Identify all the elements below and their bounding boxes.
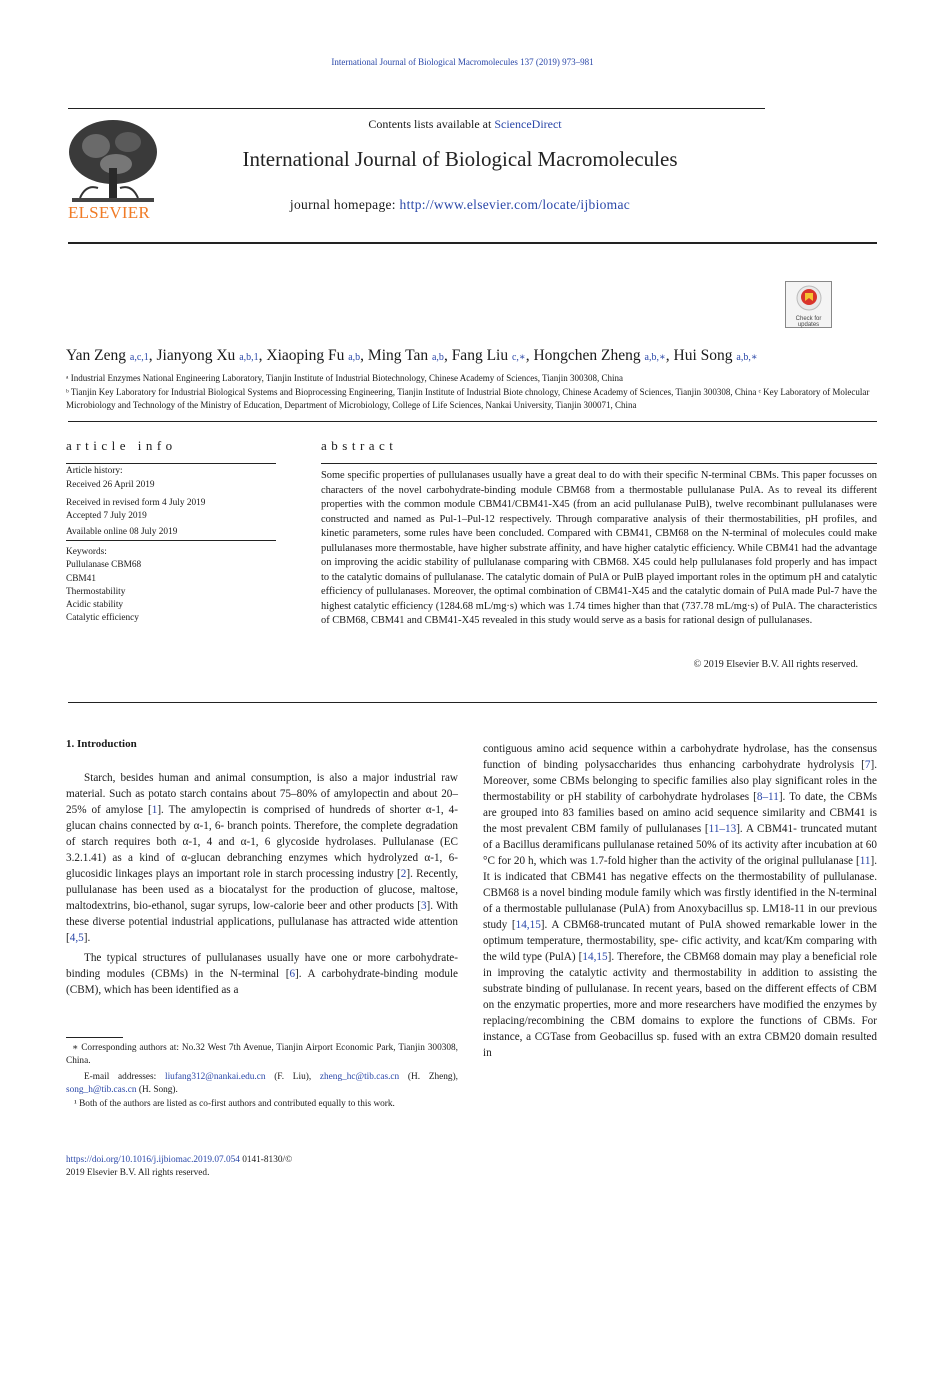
citation-link[interactable]: 11 [859, 855, 871, 867]
crossmark-label: Check for updates [795, 316, 822, 328]
footnotes [66, 1042, 458, 1111]
doi-link[interactable]: https://doi.org/10.1016/j.ijbiomac.2019.07.054 [66, 1155, 240, 1165]
citation-link[interactable]: 2 [400, 868, 407, 880]
footnote-corresponding: ∗ Corresponding authors at: No.32 West 7th Avenue, Tianjin Airport Economic Park, Tianjin 300308, China. [66, 1043, 458, 1066]
author-name: Hongchen Zheng [533, 347, 641, 364]
paragraph-text: ]. A CBM68-truncated mutant of PulA showed remarkable lower in the optimum temperature, thermostability, spe- cific activity, and kcat/Km comparing with the wild type (PulA) [ [483, 919, 877, 963]
citation-link[interactable]: 1 [151, 804, 158, 816]
paragraph-text: ]. The amylopectin is comprised of hundreds of shorter α-1, 4-glucan chains connected by α-1, 6- branch points. Therefore, the complete degradation of starch requires both α-1, 4 and α-1, 6 glycoside hydrolases. Pullulanase (EC 3.2.1.41) as a kind of α-glucan debranching enzymes which hydrolyzed α-1, 6- glucosidic linkages plays an important role in starch processing industry [ [66, 804, 458, 880]
author-name: Xiaoping Fu [266, 347, 345, 364]
article-history [66, 465, 276, 539]
paragraph-text: contiguous amino acid sequence within a carbohydrate hydrolase, has the consensus function of binding polysaccharides thus enhancing carbohydrate hydrolysis [ [483, 743, 877, 771]
email-owner: (H. Zheng), [399, 1072, 458, 1082]
paragraph-text: ]. To date, the CBMs are grouped into 83 families based on amino acid sequence similarity and CBM41 is the most prevalent CBM family of pullulanases [ [483, 791, 877, 835]
running-head[interactable]: International Journal of Biological Macromolecules 137 (2019) 973–981 [331, 57, 594, 67]
abstract-heading: abstract [321, 438, 398, 453]
citation-link[interactable]: 8–11 [756, 791, 779, 803]
contents-prefix: Contents lists available at [368, 117, 495, 131]
elsevier-wordmark: ELSEVIER [68, 203, 150, 222]
divider [66, 463, 276, 464]
paragraph-text: ]. Recently, pullulanase has been used as a biocatalyst for the production of glucose, maltose, maltodextrins, bio-ethanol, sugar syrups, low-calorie beer and other products [ [66, 868, 458, 912]
abstract-copyright: © 2019 Elsevier B.V. All rights reserved. [693, 659, 858, 670]
citation-link[interactable]: 3 [420, 900, 427, 912]
history-online: Available online 08 July 2019 [66, 527, 178, 538]
divider [68, 108, 765, 109]
author-name: Hui Song [673, 347, 733, 364]
contents-line [225, 117, 705, 132]
paragraph-text: ]. [83, 932, 91, 944]
author-name: Ming Tan [367, 347, 429, 364]
footnote-cofirst: ¹ Both of the authors are listed as co-first authors and contributed equally to this work. [74, 1099, 395, 1109]
author-affiliation-marks[interactable]: a,b,1 [239, 352, 259, 363]
citation-link[interactable]: 14,15 [582, 951, 608, 963]
paragraph [66, 950, 458, 998]
citation-link[interactable]: 11–13 [708, 823, 737, 835]
header-divider [68, 242, 877, 244]
history-label: Article history: [66, 466, 123, 476]
paragraph-text: ]. Therefore, the CBM68 domain may play a beneficial role in improving the catalytic activity and thermostability in addition to assisting the substrate binding of pullulanase. In recent years, based on the different effects of CBM on the enzymatic properties, more and more researchers have modified the enzymes by replacing/recombining the CBM domains to explore the functions of CBMs. For instance, a CGTase from Geobacillus sp. fused with an extra CBM20 domain resulted in [483, 951, 878, 1059]
keywords [66, 546, 276, 626]
citation-link[interactable]: 7 [864, 759, 871, 771]
author-affiliation-marks[interactable]: a,c,1 [129, 352, 149, 363]
citation-link[interactable]: 6 [289, 968, 296, 980]
citation-link[interactable]: 4,5 [69, 932, 84, 944]
issn-copyright: 0141-8130/© 2019 Elsevier B.V. All rights reserved. [66, 1155, 293, 1178]
doi-line [66, 1154, 296, 1179]
paragraph [483, 741, 877, 1061]
paragraph-text: ]. A CBM41- truncated mutant of a Bacillus deramificans pullulanase retained 50% of its activity after incubation at 60 °C for 20 h, which was 1.7-fold higher than the activity of the original pullulanase [ [483, 823, 877, 867]
footnote-divider [66, 1037, 123, 1038]
history-received: Received 26 April 2019 [66, 480, 155, 491]
keyword: Pullulanase CBM68 [66, 560, 142, 571]
divider [68, 702, 877, 703]
crossmark-icon [796, 285, 822, 311]
history-accepted: Accepted 7 July 2019 [66, 510, 147, 521]
author-affiliation-marks[interactable]: c,∗ [511, 352, 526, 363]
email-label: E-mail addresses: [84, 1072, 165, 1082]
footnote-emails [66, 1071, 458, 1096]
author-affiliation-marks[interactable]: a,b [431, 352, 444, 363]
affiliation-a: ᵃ Industrial Enzymes National Engineering Laboratory, Tianjin Institute of Industrial Biotechnology, Chinese Academy of Sciences, Tianjin 300308, China [66, 373, 623, 383]
keyword: CBM41 [66, 573, 96, 584]
email-owner: (H. Song). [136, 1084, 178, 1095]
affiliation-b-c: ᵇ Tianjin Key Laboratory for Industrial Biological Systems and Bioprocessing Engineering, Tianjin Institute of Industrial Biote chnology, Chinese Academy of Sciences, Tianjin 300308, China ᶜ Key Laboratory of Molecular Microbiology and Technology of the Ministry of Education, Department of Microbiology, College of Life Sciences, Nankai University, Tianjin 300071, China [66, 387, 870, 410]
section-heading-introduction: 1. Introduction [66, 738, 137, 750]
sciencedirect-link[interactable]: ScienceDirect [494, 117, 562, 131]
abstract-text: Some specific properties of pullulanases usually have a great deal to do with their specific N-terminal CBMs. This paper focusses on characters of the novel carbohydrate-binding module CBM68 from a thermostable pullulanase PulA. As to reveal its different properties with the common module CBM41/CBM41-X45 (from an acid pullulanase PulB), twelve recombinant pullulanases were constructed and named as Pul-1–Pul-12 respectively. Through comparative analysis of their thermostabilities, pH profiles, and kinetic parameters, some rules have been concluded. Compared with CBM41, CBM68 on the N-terminal of molecules could make pullulanases more thermostable, have higher substrate affinity, and have higher catalytic efficiency. While CBM41 had the advantage on improving the acidic stability of pullulanase comparing with CBM68. X45 could help pullulanases fold properly and has impact to the catalytic domains of pullulanase. The catalytic domain of PulA or PulB played important roles in the optimum pH and catalytic efficiency of pullulanases. Moreover, the optimal combination of CBM41-X45 and the catalytic domain of PulA made Pul-7 have the highest catalytic efficiency (1284.68 mL/mg·s) which was 1.74 times higher than that (737.78 mL/mg·s) of PulA. The characteristics of CBM68, CBM41 and CBM41-X45 revealed in this study would serve as a basis for rational design of pullulanases. [321, 470, 877, 626]
author-affiliation-marks[interactable]: a,b,∗ [644, 352, 666, 363]
author-name: Jianyong Xu [156, 347, 236, 364]
email-link-liu[interactable]: liufang312@nankai.edu.cn [165, 1072, 266, 1082]
paragraph-text: ]. Moreover, some CBMs belonging to specific families also play significant roles in the thermostability or pH stability of carbohydrate hydrolases [ [483, 759, 877, 803]
homepage-label: journal homepage: [289, 197, 400, 212]
paragraph [66, 770, 458, 946]
journal-homepage [180, 197, 740, 213]
divider [321, 463, 877, 464]
journal-title: International Journal of Biological Macromolecules [242, 147, 678, 171]
crossmark-button[interactable] [785, 281, 832, 328]
article-info-heading: article info [66, 438, 177, 453]
email-owner: (F. Liu), [265, 1072, 320, 1082]
email-link-zheng[interactable]: zheng_hc@tib.cas.cn [319, 1072, 400, 1082]
author-name: Fang Liu [451, 347, 509, 364]
keywords-label: Keywords: [66, 547, 107, 557]
elsevier-logo [66, 118, 160, 222]
history-revised: Received in revised form 4 July 2019 [66, 497, 206, 508]
paragraph-text: ]. With these diverse potential industrial applications, pullulanase has attracted wide attention [ [66, 900, 458, 944]
citation-link[interactable]: 14,15 [515, 919, 541, 931]
keyword: Catalytic efficiency [66, 613, 139, 624]
paragraph-text: ]. A carbohydrate-binding module (CBM), which has been identified as a [66, 968, 458, 996]
keyword: Acidic stability [66, 600, 124, 611]
intro-left-column [66, 770, 458, 998]
author-list: Yan Zeng a,c,1, Jianyong Xu a,b,1, Xiaoping Fu a,b, Ming Tan a,b, Fang Liu c,∗, Hongchen Zheng a,b,∗, Hui Song a,b,∗ [66, 347, 758, 364]
paragraph-text: Starch, besides human and animal consumption, is also a major industrial raw material. Such as potato starch contains about 75–80% of amylopectin and about 20–25% of amylose [ [66, 772, 458, 816]
author-affiliation-marks[interactable]: a,b [348, 352, 361, 363]
elsevier-tree-icon [66, 118, 160, 206]
affiliation-divider [68, 421, 877, 422]
email-link-song[interactable]: song_h@tib.cas.cn [66, 1084, 137, 1095]
keyword: Thermostability [66, 586, 126, 597]
paragraph-text: The typical structures of pullulanases usually have one or more carbohydrate-binding modules (CBMs) in the N-terminal [ [66, 952, 458, 980]
intro-right-column [483, 741, 877, 1061]
author-name: Yan Zeng [66, 347, 126, 364]
paragraph-text: ]. It is indicated that CBM41 has negative effects on the thermostability of pullulanase. CBM68 is a novel binding module family which was firstly identified in the N-terminal of a thermostable pullulanase (PulA) from Anoxybacillus sp. LM18-11 in our previous study [ [483, 855, 877, 931]
divider [66, 540, 276, 541]
homepage-link[interactable]: http://www.elsevier.com/locate/ijbiomac [399, 197, 631, 212]
author-affiliation-marks[interactable]: a,b,∗ [736, 352, 758, 363]
